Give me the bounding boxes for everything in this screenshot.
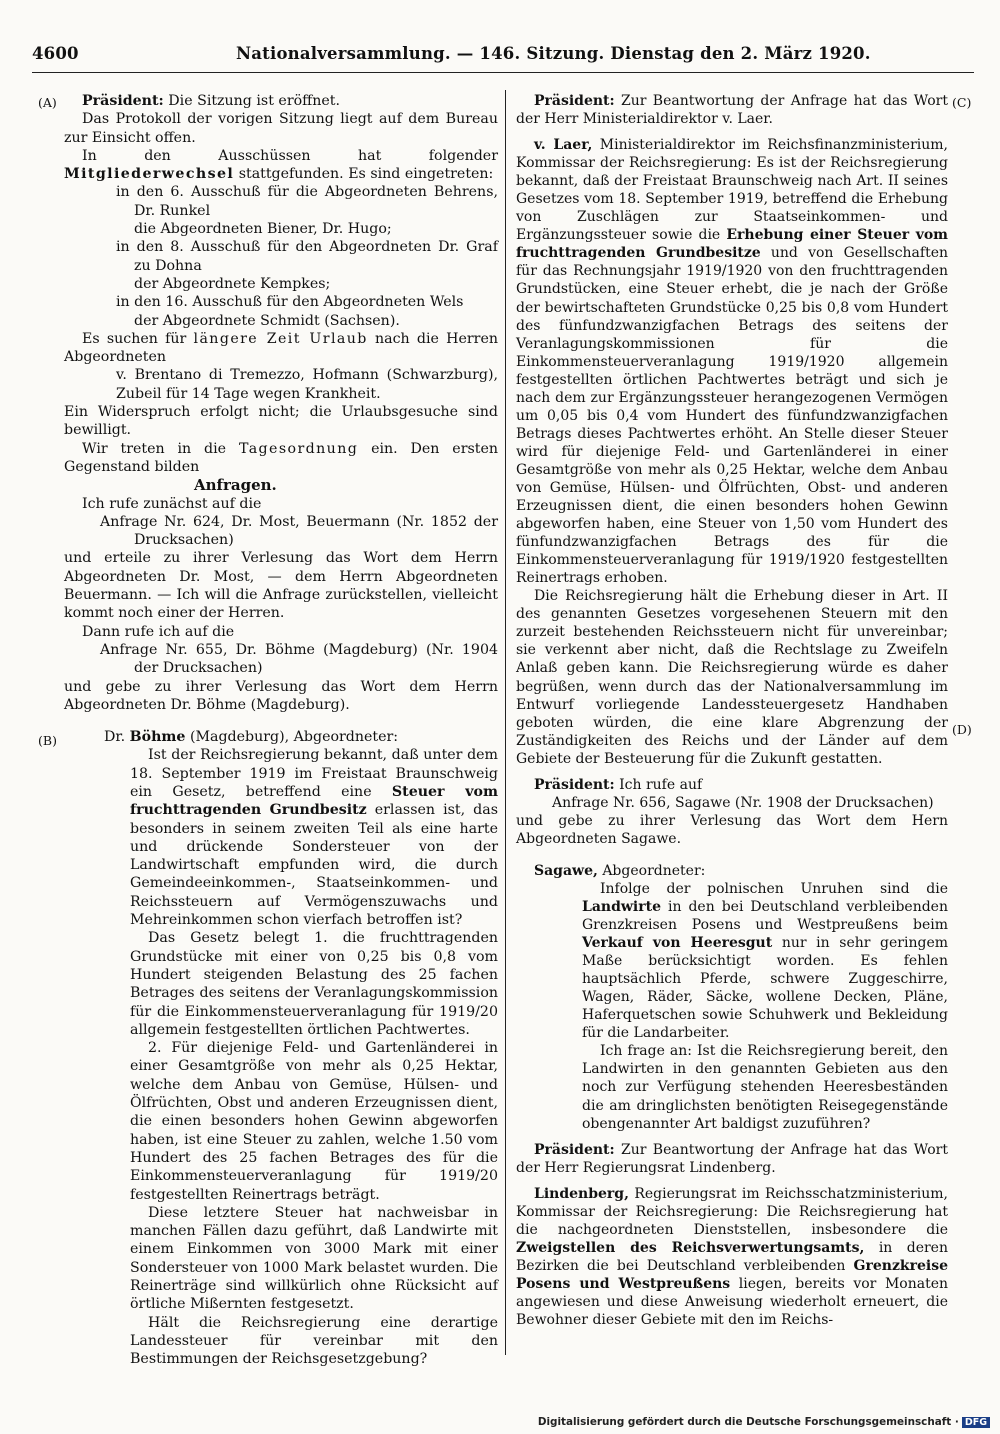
right-column bbox=[516, 92, 948, 1329]
speaker-name: Sagawe, bbox=[534, 862, 598, 879]
page-number: 4600 bbox=[32, 44, 79, 63]
margin-mark-d: (D) bbox=[952, 722, 972, 737]
paragraph: und gebe zu ihrer Verlesung das Wort dem Herrn Abgeordneten Dr. Böhme (Magdeburg). bbox=[64, 678, 498, 713]
member-change: die Abgeordneten Biener, Dr. Hugo; bbox=[134, 221, 392, 238]
paragraph: Dr. Böhme (Magdeburg), Abgeordneter: bbox=[104, 729, 399, 746]
speaker-name: v. Laer, bbox=[534, 137, 593, 154]
header-rule bbox=[32, 72, 974, 73]
digitization-credit: Digitalisierung gefördert durch die Deutsche Forschungsgemeinschaft · DFG bbox=[520, 1416, 990, 1428]
section-heading: Anfragen. bbox=[194, 476, 277, 495]
inquiry-reference: Anfrage Nr. 655, Dr. Böhme (Magdeburg) (Nr. 1904 der Drucksachen) bbox=[100, 641, 498, 677]
speaker-name: Präsident: bbox=[534, 776, 615, 793]
paragraph: v. Brentano di Tremezzo, Hofmann (Schwarzburg), Zubeil für 14 Tage wegen Krankheit. bbox=[116, 367, 498, 402]
member-change: in den 16. Ausschuß für den Abgeordneten Wels bbox=[116, 294, 464, 311]
paragraph: Wir treten in die Tagesordnung ein. Den ersten Gegenstand bilden bbox=[64, 440, 499, 475]
paragraph: Präsident: Ich rufe auf bbox=[534, 776, 703, 793]
page-header bbox=[32, 44, 972, 70]
paragraph: Dann rufe ich auf die bbox=[82, 623, 235, 640]
paragraph: Es suchen für längere Zeit Urlaub nach die Herren Abgeordneten bbox=[64, 330, 498, 366]
question-paragraph: Ist der Reichsregierung bekannt, daß unter dem 18. September 1919 im Freistaat Braunschweig ein Gesetz, betreffend eine Steuer vom fruchttragenden Grundbesitz erlassen ist, das besonders in seinem zweiten Teil als eine harte und drückende Sondersteuer von der Landwirtschaft empfunden wird, die durch Gemeindeeinkommen-, Staatseinkommen- und Reichssteuern auf Vermögenszuwachs und Mehreinkommen schon vierfach betroffen ist? bbox=[130, 747, 498, 929]
member-change: in den 8. Ausschuß für den Abgeordneten Dr. Graf zu Dohna bbox=[116, 239, 498, 274]
column-divider bbox=[505, 90, 506, 1355]
speaker-name: Präsident: bbox=[82, 93, 164, 109]
paragraph: v. Laer, Ministerialdirektor im Reichsfinanzministerium, Kommissar der Reichsregierung: Es ist der Reichsregierung bekannt, daß der Freistaat Braunschweig nach Art. II seines Gesetzes vom 18. September 1919, betreffend die Erhebung von Zuschlägen zur Staatseinkommen- und Ergänzungssteuer sowie die Erhebung einer Steuer vom fruchttragenden Grundbesitze und von Gesellschaften für das Rechnungsjahr 1919/1920 von den fruchttragenden Grundstücken, eine Steuer erhebt, die je nach der Größe der bewirtschafteten Grundstücke 0,25 bis 0,8 vom Hundert des fünfundzwanzigfachen Betrags des seitens der Veranlagungskommissionen für die Einkommensteuerveranlagung 1919/1920 allgemein festgestellten örtlichen Pachtwertes beträgt und sich je nach dem zur Ergänzungssteuer herangezogenen Vermögen um 0,05 bis 0,4 vom Hundert des fünfundzwanzigfachen Betrags dieses Pachtwertes erhöht. An Stelle dieser Steuer wird für diejenige Feld- und Gartenländerei in einer Gesamtgröße von mehr als 0,25 Hektar, welche dem Anbau von Gemüse, Hülsen- und Ölfrüchten, Obst- und anderen Erzeugnissen dient, die einen besonders hohen Gewinn abgeworfen haben, eine Steuer von 1,50 vom Hundert des fünfundzwanzigfachen Betrags des für die Einkommensteuerveranlagung für 1919/1920 festgestellten Reinertrags erhoben. bbox=[516, 137, 949, 587]
paragraph: und erteile zu ihrer Verlesung das Wort dem Herrn Abgeordneten Dr. Most, — dem Herrn Abgeordneten Beuermann. — Ich will die Anfrage zurückstellen, vielleicht kommt noch einer der Herren. bbox=[64, 550, 498, 622]
member-change: in den 6. Ausschuß für die Abgeordneten Behrens, Dr. Runkel bbox=[116, 184, 498, 219]
margin-mark-b: (B) bbox=[38, 733, 57, 748]
question-paragraph: Diese letztere Steuer hat nachweisbar in manchen Fällen dazu geführt, daß Landwirte mit einem Einkommen von 3000 Mark mit einer Sondersteuer von 1000 Mark belastet wurden. Die Reinerträge sind willkürlich ohne Rücksicht auf örtliche Mißernten festgesetzt. bbox=[130, 1204, 498, 1313]
left-column bbox=[64, 92, 498, 1368]
paragraph: Präsident: Zur Beantwortung der Anfrage hat das Wort der Herr Regierungsrat Lindenberg. bbox=[516, 1141, 948, 1176]
speaker-name: Präsident: bbox=[534, 1141, 615, 1158]
member-change: der Abgeordnete Kempkes; bbox=[134, 275, 331, 292]
margin-mark-c: (C) bbox=[952, 95, 972, 110]
paragraph: und gebe zu ihrer Verlesung das Wort dem Hern Abgeordneten Sagawe. bbox=[516, 812, 948, 847]
question-paragraph: Ich frage an: Ist die Reichsregierung bereit, den Landwirten in den genannten Gebieten aus den noch zur Verfügung stehenden Heeresbeständen die am dringlichsten benötigten Reisegegenstände obengenannter Art baldigst zuzuführen? bbox=[582, 1043, 948, 1132]
margin-mark-a: (A) bbox=[38, 95, 57, 110]
paragraph: Ich rufe zunächst auf die bbox=[82, 495, 262, 512]
speaker-name: Präsident: bbox=[534, 93, 615, 109]
question-paragraph: Hält die Reichsregierung eine derartige Landessteuer für vereinbar mit den Bestimmungen der Reichsgesetzgebung? bbox=[130, 1314, 498, 1368]
speaker-name: Böhme bbox=[129, 729, 186, 746]
dfg-logo: DFG bbox=[962, 1417, 990, 1428]
paragraph: Präsident: Zur Beantwortung der Anfrage hat das Wort der Herr Ministerialdirektor v. Laer. bbox=[516, 93, 948, 128]
question-paragraph: Infolge der polnischen Unruhen sind die Landwirte in den bei Deutschland verbleibenden Grenzkreisen Posens und Westpreußens beim Verkauf von Heeresgut nur in sehr geringem Maße berücksichtigt worden. Es fehlen hauptsächlich Pferde, schwere Zuggeschirre, Wagen, Räder, Säcke, wollene Decken, Pläne, Haferquetschen sowie Schuhwerk und Bekleidung für die Landarbeiter. bbox=[582, 880, 949, 1042]
paragraph: Das Protokoll der vorigen Sitzung liegt auf dem Bureau zur Einsicht offen. bbox=[64, 111, 498, 146]
member-change: der Abgeordnete Schmidt (Sachsen). bbox=[134, 312, 400, 329]
inquiry-reference: Anfrage Nr. 624, Dr. Most, Beuermann (Nr. 1852 der Drucksachen) bbox=[100, 513, 498, 549]
paragraph: Sagawe, Abgeordneter: bbox=[534, 862, 706, 879]
question-paragraph: 2. Für diejenige Feld- und Gartenländerei in einer Gesamtgröße von mehr als 0,25 Hektar, welche dem Anbau von Gemüse, Hülsen- und Ölfrüchten, Obst und anderen Erzeugnissen dient, die einen besonders hohen Gewinn abgeworfen haben, ist eine Steuer zu zahlen, welche 1.50 vom Hundert des 25 fachen Betrages des für die Einkommensteuerveranlagung für 1919/20 festgestellten Reinertrags beträgt. bbox=[130, 1040, 498, 1203]
inquiry-reference: Anfrage Nr. 656, Sagawe (Nr. 1908 der Drucksachen) bbox=[552, 794, 934, 811]
paragraph: In den Ausschüssen hat folgender Mitgliederwechsel stattgefunden. Es sind eingetreten: bbox=[64, 147, 498, 183]
paragraph: Präsident: Die Sitzung ist eröffnet. bbox=[82, 93, 340, 109]
speaker-name: Lindenberg, bbox=[534, 1185, 629, 1202]
header-title: Nationalversammlung. — 146. Sitzung. Dienstag den 2. März 1920. bbox=[236, 44, 871, 63]
question-paragraph: Das Gesetz belegt 1. die fruchttragenden Grundstücke mit einer von 0,25 bis 0,8 vom Hundert steigenden Belastung des 25 fachen Betrages des seitens der Veranlagungskommission für die Einkommensteuerveranlagung für 1919/20 allgemein festgestellten örtlichen Pachtwertes. bbox=[130, 930, 498, 1038]
paragraph: Ein Widerspruch erfolgt nicht; die Urlaubsgesuche sind bewilligt. bbox=[64, 404, 498, 439]
paragraph: Die Reichsregierung hält die Erhebung dieser in Art. II des genannten Gesetzes vorgesehenen Steuern mit den zurzeit bestehenden Reichssteuern nicht für unvereinbar; sie verkennt aber nicht, daß die Rechtslage zu Zweifeln Anlaß geben kann. Die Reichsregierung würde es daher begrüßen, wenn durch das der Nationalversammlung im Entwurf vorliegende Landessteuergesetz Handhaben geboten würden, die eine klare Abgrenzung der Zuständigkeiten des Reichs und der Länder auf dem Gebiete der Besteuerung für die Zukunft gestatten. bbox=[516, 588, 948, 767]
paragraph: Lindenberg, Regierungsrat im Reichsschatzministerium, Kommissar der Reichsregierung: Die Reichsregierung hat die nachgeordneten Dienststellen, insbesondere die Zweigstellen des Reichsverwertungsamts, in deren Bezirken die bei Deutschland verbleibenden Grenzkreise Posens und Westpreußens liegen, bereits vor Monaten angewiesen und diese Anweisung wiederholt erneuert, die Bewohner dieser Gebiete mit den im Reichs- bbox=[516, 1185, 948, 1329]
